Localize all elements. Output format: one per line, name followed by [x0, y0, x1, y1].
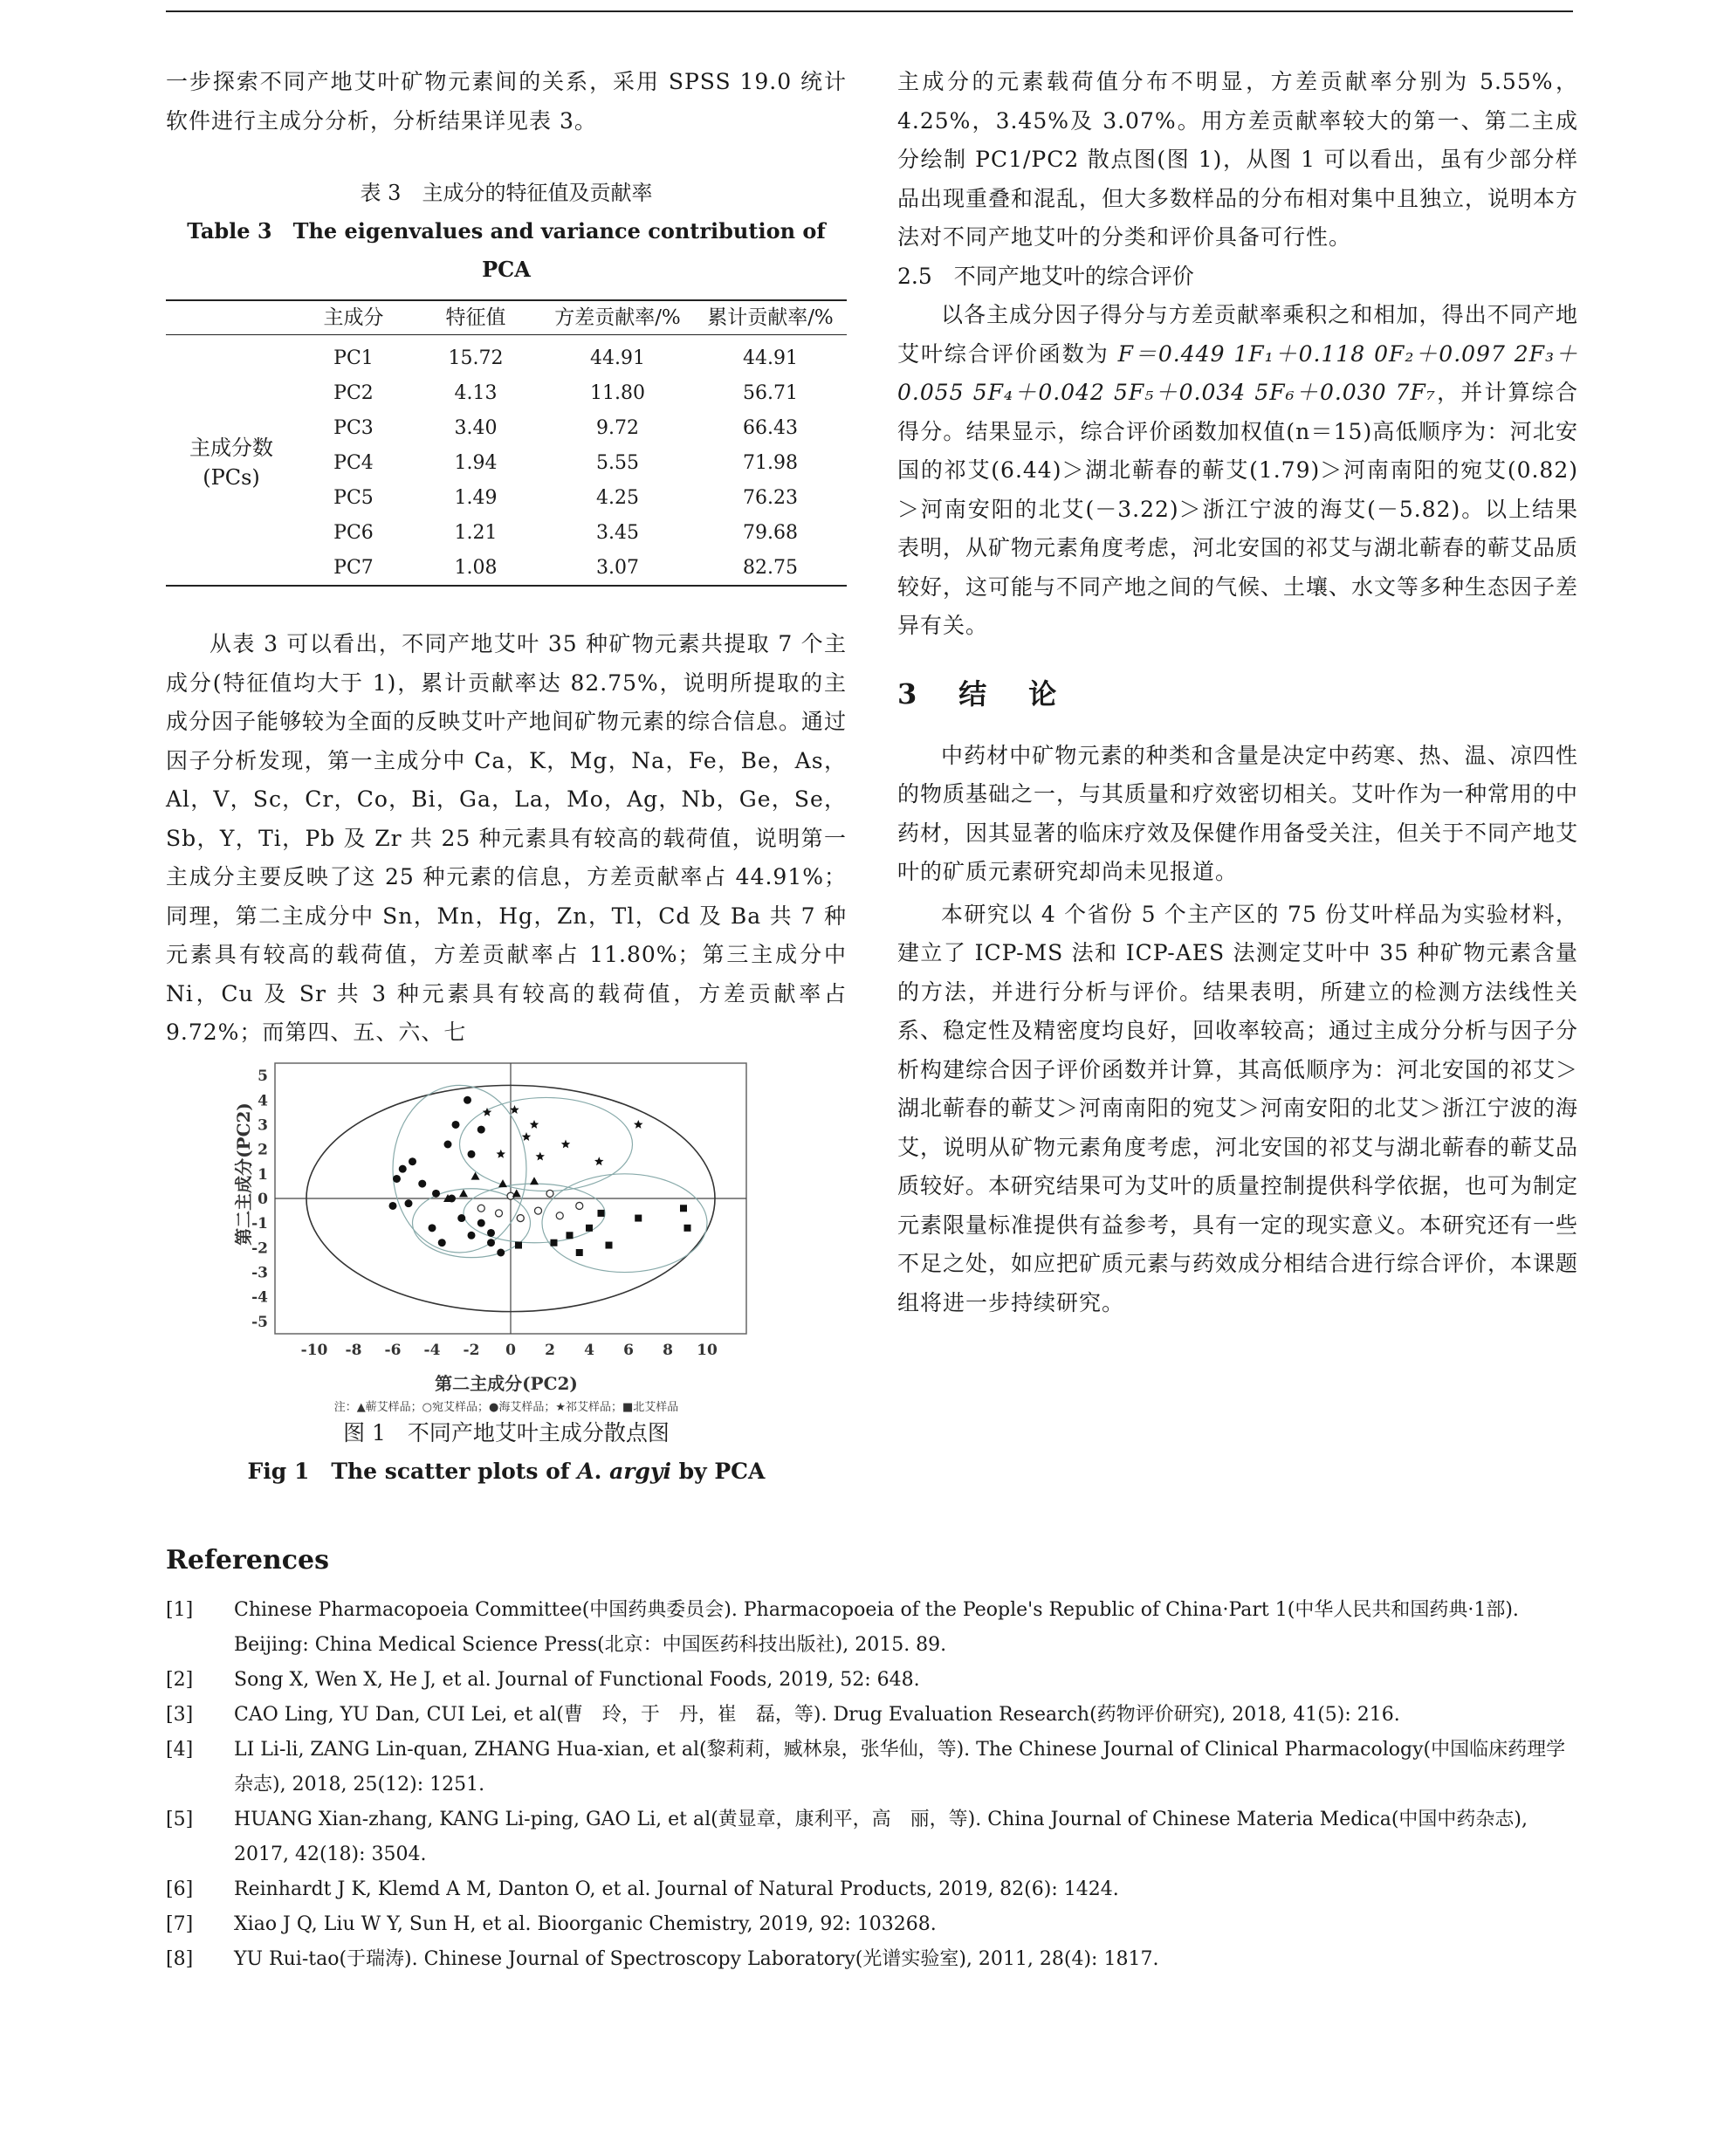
data-point — [680, 1205, 687, 1212]
reference-number: [1] — [166, 1599, 194, 1621]
y-tick-label: 0 — [258, 1190, 268, 1208]
data-point — [487, 1239, 495, 1246]
table-cell: PC6 — [333, 521, 374, 544]
reference-number: [8] — [166, 1948, 194, 1970]
data-point — [444, 1140, 452, 1148]
x-axis-label: 第二主成分(PC2) — [435, 1372, 578, 1394]
x-tick-label: 4 — [584, 1341, 594, 1359]
figure-caption-en — [166, 1452, 847, 1491]
data-point — [606, 1241, 613, 1248]
scatter-plot — [166, 1056, 847, 1414]
reference-text: Xiao J Q, Liu W Y, Sun H, et al. Bioorganic Chemistry, 2019, 92: 103268. — [234, 1913, 937, 1935]
x-tick-label: 10 — [697, 1341, 718, 1359]
section-title: 3 结 论 — [897, 676, 1064, 711]
reference-number: [6] — [166, 1878, 194, 1900]
figure-caption-en-species: argyi — [609, 1458, 671, 1484]
reference-number: [4] — [166, 1739, 194, 1761]
y-axis-label: 第二主成分(PC2) — [233, 1102, 254, 1246]
table-cell: 3.40 — [454, 416, 498, 439]
x-tick-label: 8 — [663, 1341, 673, 1359]
table-cell: 79.68 — [743, 521, 798, 544]
data-point — [457, 1214, 465, 1222]
reference-item — [166, 1942, 1573, 1977]
x-tick-label: 6 — [623, 1341, 634, 1359]
data-point — [556, 1212, 563, 1219]
eval-text-1: 以各主成分因子得分与方差贡献率乘积之和相加，得出不同产地艾叶综合评价函数为 — [897, 302, 1578, 367]
data-point — [598, 1209, 605, 1216]
table-cell: 44.91 — [590, 347, 645, 369]
table-cell: 82.75 — [694, 550, 847, 586]
data-point — [429, 1224, 436, 1232]
y-tick-label: 1 — [258, 1165, 268, 1184]
figure-1 — [166, 1056, 847, 1414]
reference-number: [7] — [166, 1913, 194, 1935]
data-point — [576, 1249, 583, 1256]
data-point — [517, 1214, 524, 1221]
x-tick-label: -6 — [384, 1341, 402, 1359]
figure-caption-cn: 图 1 不同产地艾叶主成分散点图 — [343, 1419, 670, 1445]
reference-item — [166, 1698, 1573, 1733]
data-point — [551, 1239, 558, 1246]
table-cell: 15.72 — [448, 347, 504, 369]
data-point — [464, 1095, 471, 1103]
data-point — [515, 1241, 522, 1248]
y-tick-label: 4 — [258, 1091, 268, 1109]
row-group-label-cn: 主成分数 — [189, 436, 273, 460]
y-tick-label: -3 — [251, 1264, 268, 1282]
data-point — [468, 1231, 476, 1239]
table-cell: PC3 — [333, 416, 374, 439]
subsection-title: 2.5 不同产地艾叶的综合评价 — [897, 263, 1194, 289]
y-tick-label: -5 — [251, 1313, 268, 1331]
table-header-cumulative: 累计贡献率/% — [694, 300, 847, 335]
table-cell: 1.08 — [410, 550, 541, 586]
table-header-pc: 主成分 — [297, 300, 410, 335]
table-row-group-label — [166, 335, 297, 587]
x-tick-label: -8 — [345, 1341, 362, 1359]
plot-area — [251, 1063, 746, 1359]
table-header-variance: 方差贡献率/% — [541, 300, 694, 335]
reference-item — [166, 1663, 1573, 1698]
y-tick-label: 3 — [258, 1116, 268, 1134]
row-group-label-en: (PCs) — [203, 465, 260, 490]
table-cell: 4.13 — [454, 381, 498, 404]
table-cell: 71.98 — [743, 451, 798, 474]
analysis-paragraph: 从表 3 可以看出，不同产地艾叶 35 种矿物元素共提取 7 个主成分(特征值均大于 1)，累计贡献率达 82.75%，说明所提取的主成分因子能够较为全面的反映艾叶产地间矿物元素的综合信息。通过因子分析发现，第一主成分中 Ca，K，Mg，Na，Fe，Be，As，Al，V，Sc，Cr，Co，Bi，Ga，La，Mo，Ag，Nb，Ge，Se，Sb，Y，Ti，Pb 及 Zr 共 25 种元素具有较高的载荷值，说明第一主成分主要反映了这 25 种元素的信息，方差贡献率占 44.91%；同理，第二主成分中 Sn，Mn，Hg，Zn，Tl，Cd 及 Ba 共 7 种元素具有较高的载荷值，方差贡献率占 11.80%；第三主成分中 Ni，Cu 及 Sr 共 3 种元素具有较高的载荷值，方差贡献率占 9.72%；而第四、五、六、七 — [166, 631, 848, 1045]
figure-caption-en-suffix: by PCA — [670, 1458, 766, 1484]
reference-text: Chinese Pharmacopoeia Committee(中国药典委员会). Pharmacopoeia of the People's Republic of China·Part 1(中华人民共和国药典·1部). Beijing: China Medical Science Press(北京：中国医药科技出版社), 2015. 89. — [234, 1599, 1519, 1656]
table-cell: 56.71 — [743, 381, 798, 404]
data-point — [468, 1150, 476, 1157]
reference-item — [166, 1872, 1573, 1907]
x-tick-label: -10 — [300, 1341, 328, 1359]
data-point — [393, 1174, 401, 1182]
table-cell: PC2 — [333, 381, 374, 404]
references-title: References — [166, 1545, 329, 1576]
data-point — [418, 1179, 426, 1187]
figure-caption-en-sep: . — [594, 1458, 610, 1484]
data-point — [477, 1125, 485, 1133]
table-cell: 11.80 — [590, 381, 645, 404]
table-cell: 1.21 — [454, 521, 498, 544]
table-caption-cn: 表 3 主成分的特征值及贡献率 — [360, 181, 653, 205]
table-cell: 5.55 — [596, 451, 639, 474]
references — [166, 1545, 1573, 1977]
figure-caption-en-prefix: Fig 1 The scatter plots of — [247, 1458, 578, 1484]
table-header-empty — [166, 300, 297, 335]
data-point — [477, 1219, 485, 1226]
reference-item — [166, 1907, 1573, 1942]
reference-text: LI Li-li, ZANG Lin-quan, ZHANG Hua-xian, et al(黎莉莉，臧林泉，张华仙，等). The Chinese Journal of Clinical Pharmacology(中国临床药理学杂志), 2018, 25(12): 1251. — [234, 1739, 1566, 1796]
table-caption-en: Table 3 The eigenvalues and variance contribution of PCA — [187, 218, 826, 282]
x-tick-label: 2 — [545, 1341, 555, 1359]
table-cell: PC7 — [297, 550, 410, 586]
reference-list — [166, 1593, 1573, 1977]
table-cell: 3.07 — [541, 550, 694, 586]
table-header-eigen: 特征值 — [410, 300, 541, 335]
y-tick-label: -4 — [251, 1288, 268, 1307]
data-point — [546, 1190, 553, 1197]
y-tick-label: -2 — [251, 1239, 268, 1257]
x-tick-label: -2 — [463, 1341, 480, 1359]
eval-text-2: ，并计算综合得分。结果显示，综合评价函数加权值(n＝15)高低顺序为：河北安国的祁艾(6.44)＞湖北蕲春的蕲艾(1.79)＞河南南阳的宛艾(0.82)＞河南安阳的北艾(－3.22)＞浙江宁波的海艾(－5.82)。以上结果表明，从矿物元素角度考虑，河北安国的祁艾与湖北蕲春的蕲艾品质较好，这可能与不同产地之间的气候、土壤、水文等多种生态因子差异有关。 — [897, 380, 1579, 638]
data-point — [497, 1248, 505, 1256]
x-tick-label: 0 — [505, 1341, 516, 1359]
x-tick-label: -4 — [423, 1341, 441, 1359]
data-point — [487, 1228, 495, 1236]
reference-text: CAO Ling, YU Dan, CUI Lei, et al(曹 玲，于 丹，崔 磊，等). Drug Evaluation Research(药物评价研究), 2018, 41(5): 216. — [234, 1704, 1400, 1726]
figure-caption-en-genus: A — [577, 1458, 594, 1484]
left-column — [166, 63, 847, 1491]
reference-item — [166, 1802, 1573, 1872]
table-cell: 76.23 — [743, 486, 798, 509]
table-cell: PC5 — [333, 486, 374, 509]
data-point — [477, 1205, 484, 1212]
eval-paragraph — [897, 296, 1578, 646]
right-column — [897, 63, 1578, 1322]
table-cell: 4.25 — [596, 486, 639, 509]
reference-text: Reinhardt J K, Klemd A M, Danton O, et al. Journal of Natural Products, 2019, 82(6): 1424. — [234, 1878, 1119, 1900]
conclusion-paragraph-2: 本研究以 4 个省份 5 个主产区的 75 份艾叶样品为实验材料，建立了 ICP-MS 法和 ICP-AES 法测定艾叶中 35 种矿物元素含量的方法，并进行分析与评价。结果表明，所建立的检测方法线性关系、稳定性及精密度均良好，回收率较高；通过主成分分析与因子分析构建综合因子评价函数并计算，其高低顺序为：河北安国的祁艾＞湖北蕲春的蕲艾＞河南南阳的宛艾＞河南安阳的北艾＞浙江宁波的海艾，说明从矿物元素角度考虑，河北安国的祁艾与湖北蕲春的蕲艾品质较好。本研究结果可为艾叶的质量控制提供科学依据，也可为制定元素限量标准提供有益参考，具有一定的现实意义。本研究还有一些不足之处，如应把矿质元素与药效成分相结合进行综合评价，本课题组将进一步持续研究。 — [897, 901, 1579, 1315]
table-cell: 9.72 — [596, 416, 639, 439]
data-point — [567, 1232, 574, 1239]
data-point — [432, 1189, 440, 1197]
table-cell: 66.43 — [743, 416, 798, 439]
table-cell: 1.94 — [454, 451, 498, 474]
chart-legend: 注：▲蕲艾样品；○宛艾样品；●海艾样品；★祁艾样品；■北艾样品 — [333, 1400, 679, 1414]
reference-text: Song X, Wen X, He J, et al. Journal of Functional Foods, 2019, 52: 648. — [234, 1669, 920, 1691]
data-point — [405, 1199, 413, 1207]
table-cell: PC1 — [333, 347, 374, 369]
data-point — [586, 1224, 593, 1231]
data-point — [684, 1224, 691, 1231]
table-cell: 3.45 — [596, 521, 639, 544]
data-point — [438, 1239, 446, 1246]
table-cell: PC4 — [333, 451, 374, 474]
reference-number: [5] — [166, 1809, 194, 1830]
reference-number: [3] — [166, 1704, 194, 1726]
reference-number: [2] — [166, 1669, 194, 1691]
eigenvalue-table — [166, 299, 847, 587]
data-point — [409, 1157, 416, 1165]
y-tick-label: -1 — [251, 1214, 268, 1232]
reference-item — [166, 1593, 1573, 1663]
reference-text: YU Rui-tao(于瑞涛). Chinese Journal of Spectroscopy Laboratory(光谱实验室), 2011, 28(4): 1817. — [234, 1948, 1159, 1970]
table-cell: 1.49 — [454, 486, 498, 509]
y-tick-label: 5 — [258, 1067, 268, 1085]
data-point — [535, 1207, 542, 1214]
data-point — [635, 1214, 642, 1221]
continuation-paragraph: 主成分的元素载荷值分布不明显，方差贡献率分别为 5.55%，4.25%，3.45%及 3.07%。用方差贡献率较大的第一、第二主成分绘制 PC1/PC2 散点图(图 1)，从图 1 可以看出，虽有少部分样品出现重叠和混乱，但大多数样品的分布相对集中且独立，说明本方法对不同产地艾叶的分类和评价具备可行性。 — [897, 69, 1579, 250]
table-cell: 44.91 — [743, 347, 798, 369]
reference-text: HUANG Xian-zhang, KANG Li-ping, GAO Li, et al(黄显章，康利平，高 丽，等). China Journal of Chinese Materia Medica(中国中药杂志), 2017, 42(18): 3504. — [234, 1809, 1528, 1865]
table-body — [166, 335, 847, 587]
table-row — [166, 335, 847, 376]
header-rule — [166, 10, 1573, 12]
reference-item — [166, 1733, 1573, 1802]
data-point — [452, 1120, 460, 1128]
y-tick-label: 2 — [258, 1141, 268, 1159]
data-point — [496, 1209, 503, 1216]
data-point — [576, 1202, 583, 1209]
data-point — [389, 1201, 397, 1209]
conclusion-paragraph-1: 中药材中矿物元素的种类和含量是决定中药寒、热、温、凉四性的物质基础之一，与其质量和疗效密切相关。艾叶作为一种常用的中药材，因其显著的临床疗效及保健作用备受关注，但关于不同产地艾叶的矿质元素研究却尚未见报道。 — [897, 742, 1579, 884]
intro-paragraph: 一步探索不同产地艾叶矿物元素间的关系，采用 SPSS 19.0 统计软件进行主成分分析，分析结果详见表 3。 — [166, 69, 847, 134]
eval-formula: F＝0.449 1F₁＋0.118 0F₂＋0.097 2F₃＋0.055 5F₄＋0.042 5F₅＋0.034 5F₆＋0.030 7F₇ — [897, 340, 1579, 405]
data-point — [399, 1164, 407, 1172]
